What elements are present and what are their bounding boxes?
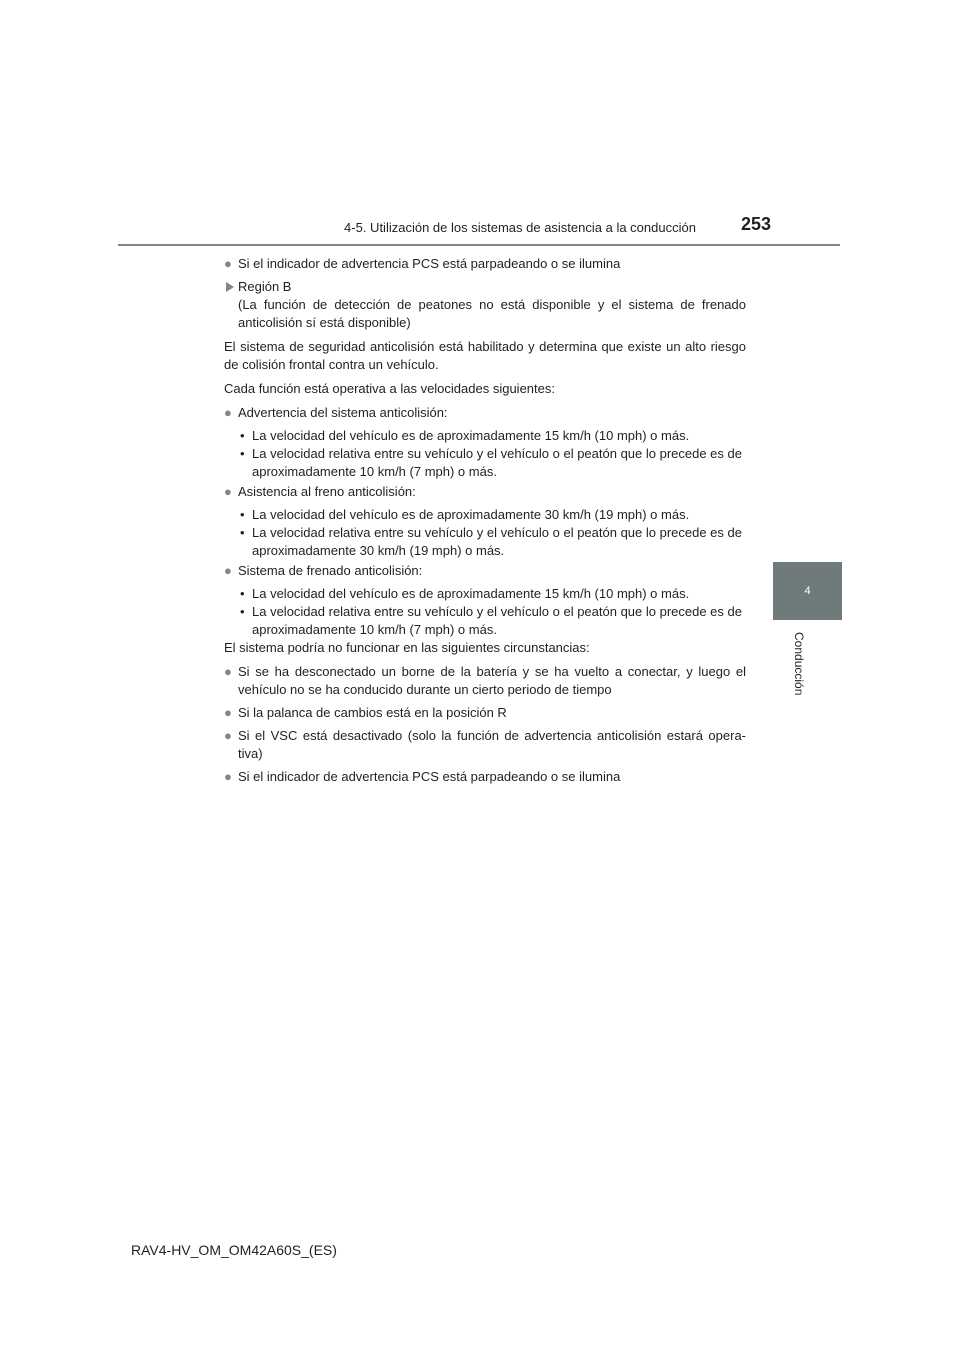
triangle-marker-icon [226,282,234,292]
sub-list-item: • La velocidad del vehículo es de aproximadamente 15 km/h (10 mph) o más. [240,428,690,443]
chapter-tab [773,562,842,620]
sub-list-item: • La velocidad del vehículo es de aproximadamente 15 km/h (10 mph) o más. [240,586,690,601]
dot-bullet-icon: • [240,507,245,522]
circle-bullet-icon: ● [224,256,232,271]
list-item: ● Si se ha desconectado un borne de la batería y se ha vuelto a conectar, y luego el vehículo no se ha conducido durante un cierto periodo de tiempo [224,664,746,697]
circle-bullet-icon: ● [224,705,232,720]
circle-bullet-icon: ● [224,405,232,420]
list-item: ● Asistencia al freno anticolisión: [224,484,416,499]
circle-bullet-icon: ● [224,563,232,578]
sub-list [224,506,746,560]
sub-list-item: • La velocidad del vehículo es de aproximadamente 30 km/h (19 mph) o más. [240,507,690,522]
page-number: 253 [741,214,772,234]
sub-list-item: • La velocidad relativa entre su vehículo y el vehículo o el peatón que lo precede es de aproximadamente 30 km/h (19 mph) o más. [240,525,742,558]
list-item: ● Si el indicador de advertencia PCS está parpadeando o se ilumina [224,256,621,271]
chapter-label: Conducción [792,632,806,696]
header-divider [118,244,840,246]
region-block [224,278,746,332]
circle-bullet-icon: ● [224,728,232,743]
page-content [224,255,746,791]
list-item: ● Si el VSC está desactivado (solo la función de advertencia anticolisión estará opera- tiva) [224,728,746,761]
region-title: Región B [238,279,292,294]
sub-list [224,427,746,481]
list-item: ● Si la palanca de cambios está en la posición R [224,705,507,720]
circle-bullet-icon: ● [224,664,232,679]
paragraph: El sistema de seguridad anticolisión está habilitado y determina que existe un alto riesgo de colisión frontal contra un vehículo. [224,339,746,372]
section-header-title: 4-5. Utilización de los sistemas de asistencia a la conducción [344,220,696,235]
region-note: (La función de detección de peatones no está disponible y el sistema de frenado anticolisión sí está disponible) [238,297,746,330]
sub-list-item: • La velocidad relativa entre su vehículo y el vehículo o el peatón que lo precede es de aproximadamente 10 km/h (7 mph) o más. [240,604,742,637]
dot-bullet-icon: • [240,586,245,601]
paragraph: Cada función está operativa a las velocidades siguientes: [224,381,555,396]
paragraph: El sistema podría no funcionar en las siguientes circunstancias: [224,640,590,655]
dot-bullet-icon: • [240,446,245,461]
list-item: ● Advertencia del sistema anticolisión: [224,405,448,420]
dot-bullet-icon: • [240,604,245,619]
document-code: RAV4-HV_OM_OM42A60S_(ES) [131,1242,337,1258]
list-item: ● Si el indicador de advertencia PCS está parpadeando o se ilumina [224,769,621,784]
list-item: ● Sistema de frenado anticolisión: [224,563,423,578]
dot-bullet-icon: • [240,428,245,443]
dot-bullet-icon: • [240,525,245,540]
sub-list [224,585,746,639]
chapter-number: 4 [804,585,811,597]
sub-list-item: • La velocidad relativa entre su vehículo y el vehículo o el peatón que lo precede es de aproximadamente 10 km/h (7 mph) o más. [240,446,742,479]
circle-bullet-icon: ● [224,769,232,784]
circle-bullet-icon: ● [224,484,232,499]
